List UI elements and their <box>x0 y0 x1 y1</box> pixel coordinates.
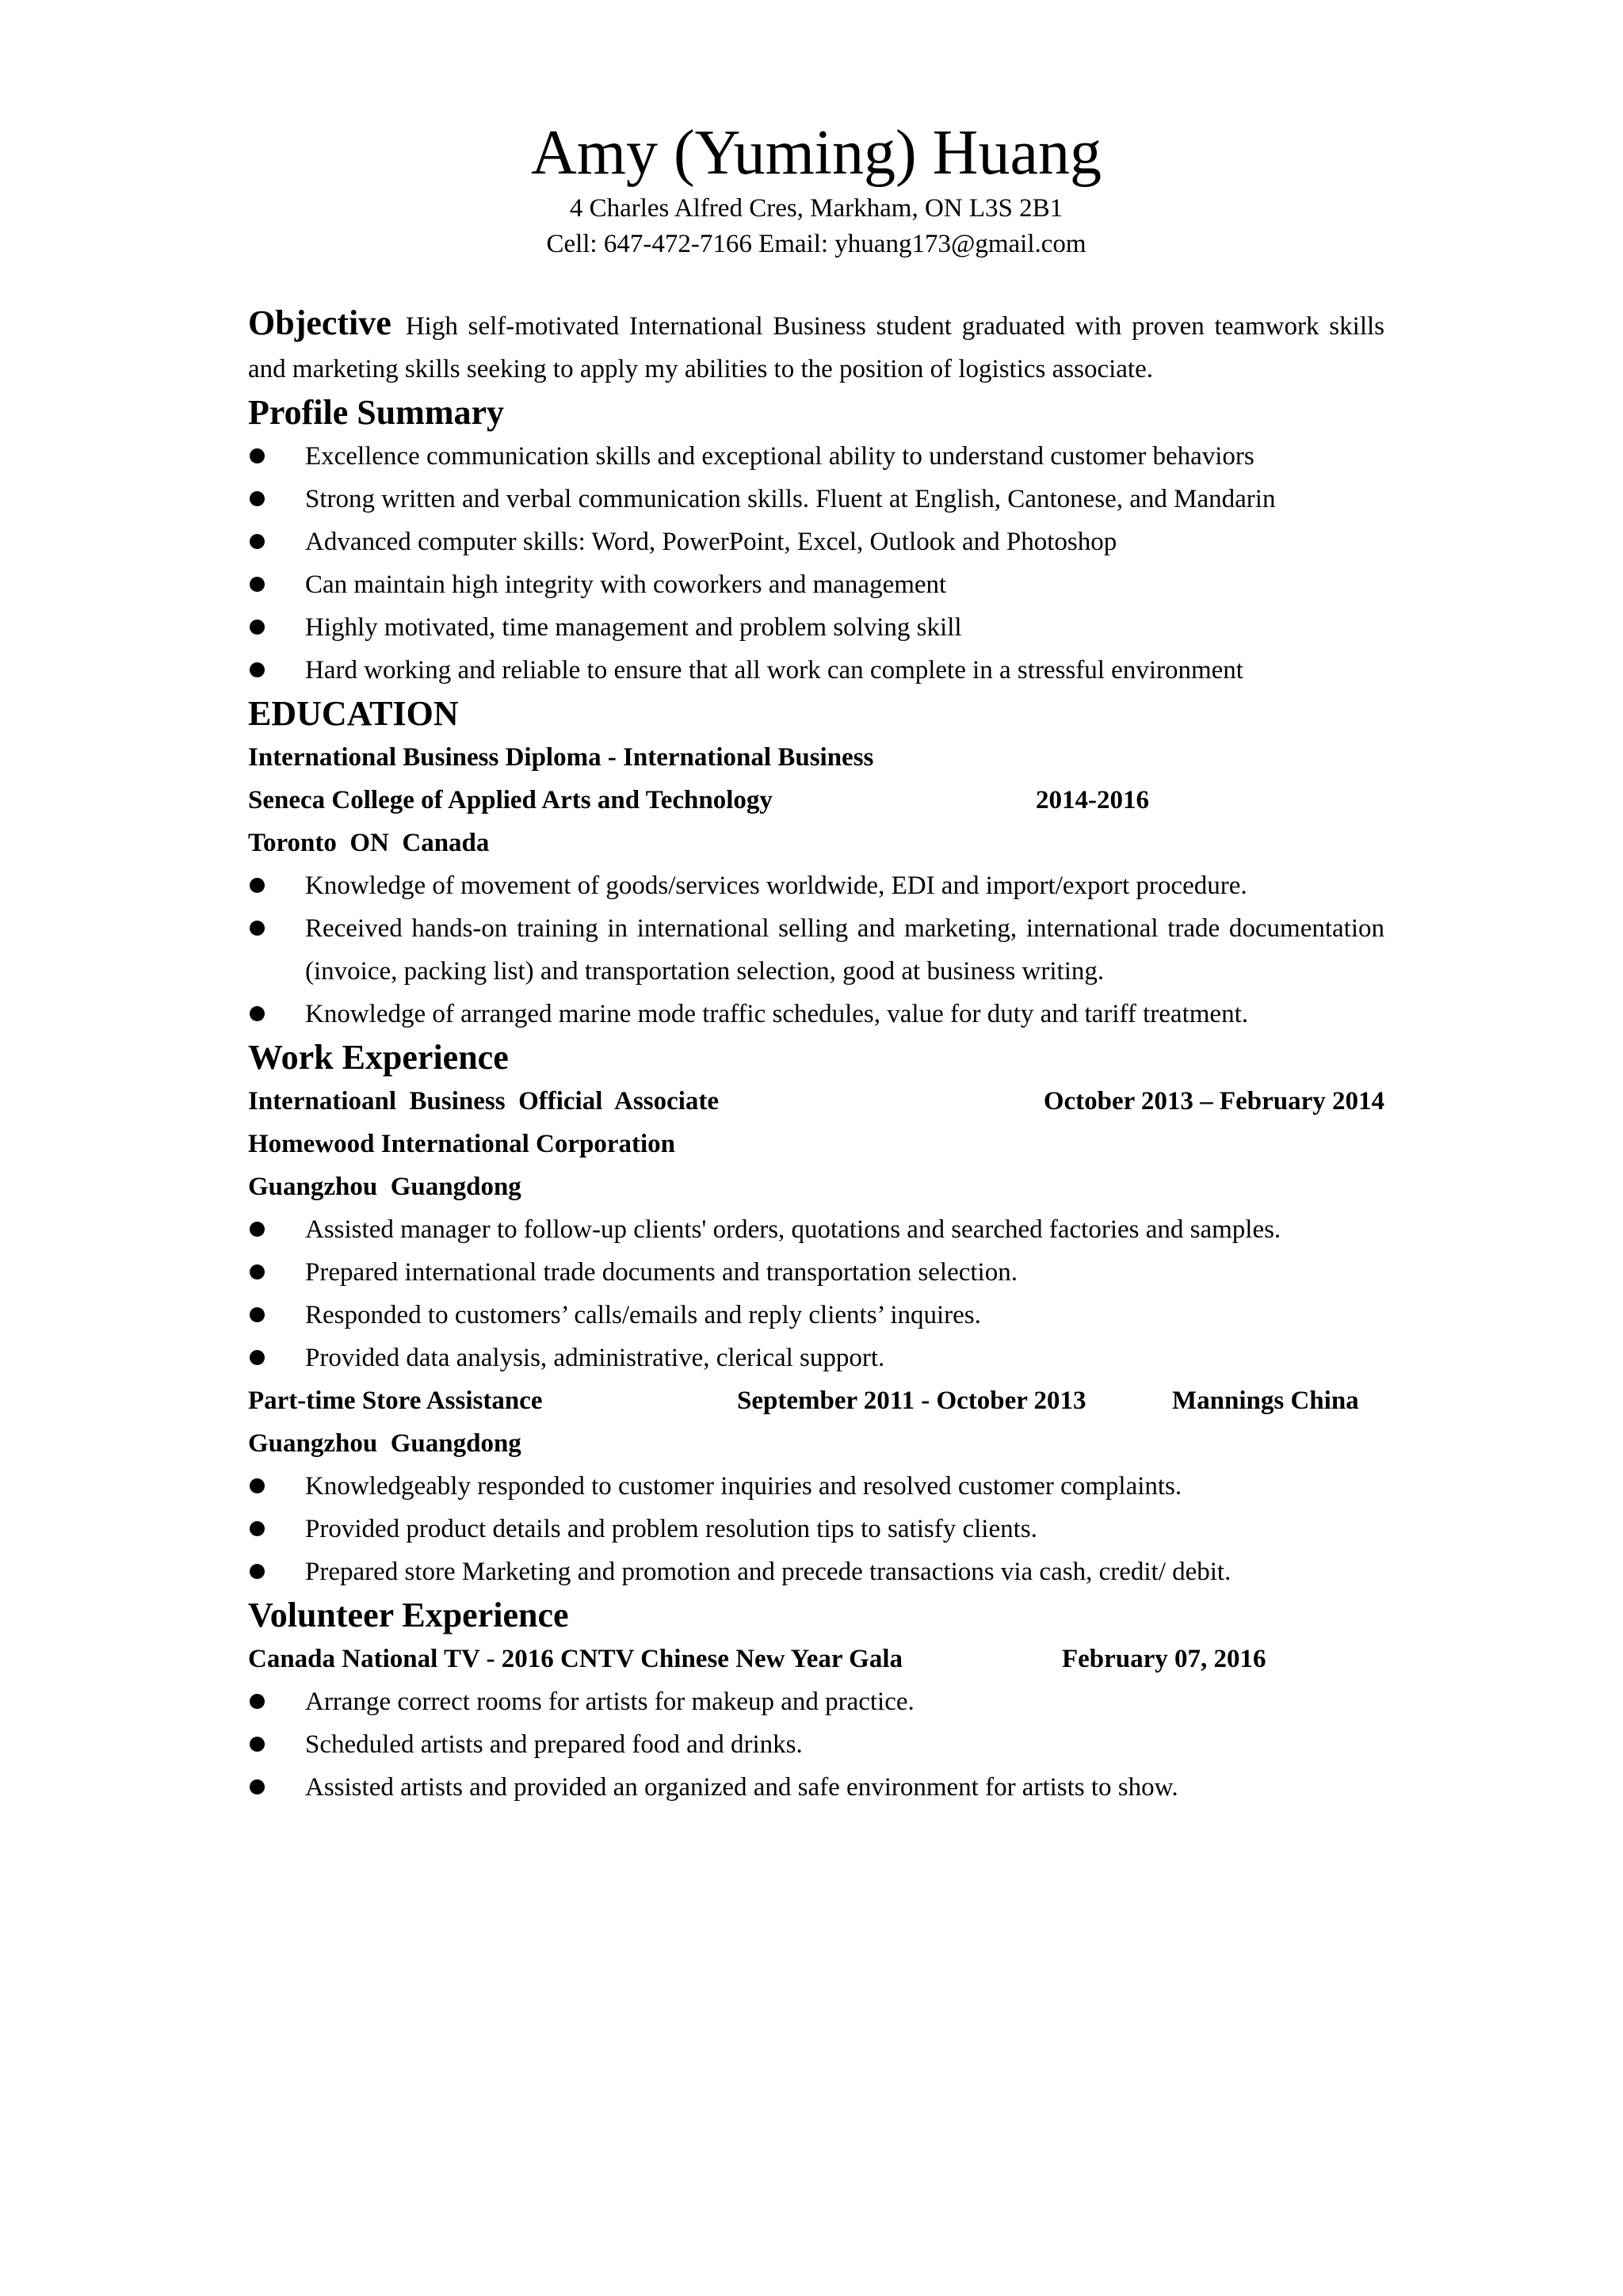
list-item-text: Scheduled artists and prepared food and drinks. <box>305 1730 803 1759</box>
work-experience-heading: Work Experience <box>248 1038 509 1077</box>
list-item <box>248 563 1384 606</box>
list-item <box>248 1465 1384 1508</box>
job-title-row <box>248 1080 1384 1123</box>
job-dates: October 2013 – February 2014 <box>1043 1087 1384 1116</box>
bullet-icon <box>250 577 265 592</box>
list-item <box>248 606 1384 649</box>
list-item <box>248 864 1384 907</box>
list-item <box>248 993 1384 1035</box>
list-item <box>248 478 1384 521</box>
education-program: International Business Diploma - International Business <box>248 743 874 772</box>
profile-summary-heading: Profile Summary <box>248 393 505 432</box>
list-item-text: Strong written and verbal communication skills. Fluent at English, Cantonese, and Mandarin <box>305 485 1276 513</box>
job-location: Guangzhou Guangdong <box>248 1429 521 1458</box>
list-item-text: Advanced computer skills: Word, PowerPoint, Excel, Outlook and Photoshop <box>305 528 1117 556</box>
list-item-text: Highly motivated, time management and problem solving skill <box>305 613 962 642</box>
job-dates: September 2011 - October 2013 <box>737 1386 1086 1415</box>
contact-line: Cell: 647-472-7166 Email: yhuang173@gmail.com <box>546 230 1086 258</box>
bullet-icon <box>250 1307 265 1322</box>
list-item <box>248 1550 1384 1593</box>
job-title-row <box>248 1379 1384 1422</box>
volunteer-title: Canada National TV - 2016 CNTV Chinese New Year Gala <box>248 1645 903 1673</box>
list-item-text: Knowledge of arranged marine mode traffic schedules, value for duty and tariff treatment. <box>305 1000 1248 1028</box>
bullet-icon <box>250 1564 265 1579</box>
job-company: Mannings China <box>1172 1386 1359 1415</box>
education-location: Toronto ON Canada <box>248 829 490 857</box>
list-item-text: Knowledgeably responded to customer inquiries and resolved customer complaints. <box>305 1472 1182 1501</box>
list-item <box>248 1766 1384 1809</box>
bullet-icon <box>250 1779 265 1794</box>
job-title: Part-time Store Assistance <box>248 1386 543 1415</box>
objective-text: High self-motivated International Business student graduated with proven teamwork skills and marketing skills seeking to apply my abilities to the position of logistics associate. <box>248 312 1384 383</box>
list-item <box>248 907 1384 993</box>
bullet-icon <box>250 1737 265 1752</box>
list-item <box>248 1680 1384 1723</box>
list-item-text: Responded to customers’ calls/emails and reply clients’ inquires. <box>305 1301 981 1329</box>
bullet-icon <box>250 1478 265 1493</box>
list-item <box>248 435 1384 478</box>
bullet-icon <box>250 1222 265 1237</box>
bullet-icon <box>250 1350 265 1365</box>
list-item-text: Provided product details and problem resolution tips to satisfy clients. <box>305 1515 1037 1543</box>
objective-heading: Objective <box>248 303 391 342</box>
list-item <box>248 649 1384 692</box>
volunteer-duties-list <box>248 1680 1384 1809</box>
list-item <box>248 1251 1384 1294</box>
job-title: Internatioanl Business Official Associate <box>248 1087 720 1116</box>
list-item-text: Provided data analysis, administrative, clerical support. <box>305 1344 885 1372</box>
list-item-text: Assisted manager to follow-up clients' orders, quotations and searched factories and samples. <box>305 1215 1281 1244</box>
job-duties-list <box>248 1465 1384 1593</box>
bullet-icon <box>250 620 265 635</box>
list-item <box>248 521 1384 563</box>
list-item <box>248 1337 1384 1379</box>
bullet-icon <box>250 921 265 936</box>
volunteer-date: February 07, 2016 <box>1062 1645 1266 1673</box>
list-item <box>248 1208 1384 1251</box>
education-school: Seneca College of Applied Arts and Technology <box>248 786 773 814</box>
education-school-row <box>248 779 1384 822</box>
job-company: Homewood International Corporation <box>248 1130 675 1158</box>
education-list <box>248 864 1384 1035</box>
list-item-text: Excellence communication skills and exceptional ability to understand customer behaviors <box>305 442 1254 471</box>
bullet-icon <box>250 1264 265 1280</box>
volunteer-title-row <box>248 1638 1384 1680</box>
list-item-text: Received hands-on training in international selling and marketing, international trade documentation (invoice, packing list) and transportation selection, good at business writing. <box>305 914 1384 986</box>
list-item <box>248 1294 1384 1337</box>
bullet-icon <box>250 491 265 506</box>
job-location: Guangzhou Guangdong <box>248 1173 521 1201</box>
volunteer-experience-heading: Volunteer Experience <box>248 1596 569 1634</box>
list-item-text: Arrange correct rooms for artists for makeup and practice. <box>305 1688 915 1716</box>
list-item <box>248 1723 1384 1766</box>
profile-summary-list <box>248 435 1384 692</box>
list-item-text: Can maintain high integrity with coworkers and management <box>305 570 947 599</box>
bullet-icon <box>250 1694 265 1709</box>
candidate-name: Amy (Yuming) Huang <box>531 118 1102 188</box>
bullet-icon <box>250 1521 265 1536</box>
list-item-text: Hard working and reliable to ensure that all work can complete in a stressful environment <box>305 656 1243 685</box>
list-item <box>248 1508 1384 1550</box>
bullet-icon <box>250 662 265 677</box>
bullet-icon <box>250 1006 265 1021</box>
job-duties-list <box>248 1208 1384 1379</box>
objective-section <box>248 302 1384 391</box>
list-item-text: Knowledge of movement of goods/services worldwide, EDI and import/export procedure. <box>305 871 1247 900</box>
bullet-icon <box>250 534 265 549</box>
list-item-text: Assisted artists and provided an organized and safe environment for artists to show. <box>305 1773 1178 1802</box>
address-line: 4 Charles Alfred Cres, Markham, ON L3S 2B1 <box>569 194 1064 223</box>
list-item-text: Prepared international trade documents and transportation selection. <box>305 1258 1018 1287</box>
resume-page <box>248 115 1384 1809</box>
education-years: 2014-2016 <box>1036 786 1149 814</box>
list-item-text: Prepared store Marketing and promotion and precede transactions via cash, credit/ debit. <box>305 1558 1232 1586</box>
bullet-icon <box>250 448 265 463</box>
education-heading: EDUCATION <box>248 694 459 733</box>
bullet-icon <box>250 878 265 893</box>
